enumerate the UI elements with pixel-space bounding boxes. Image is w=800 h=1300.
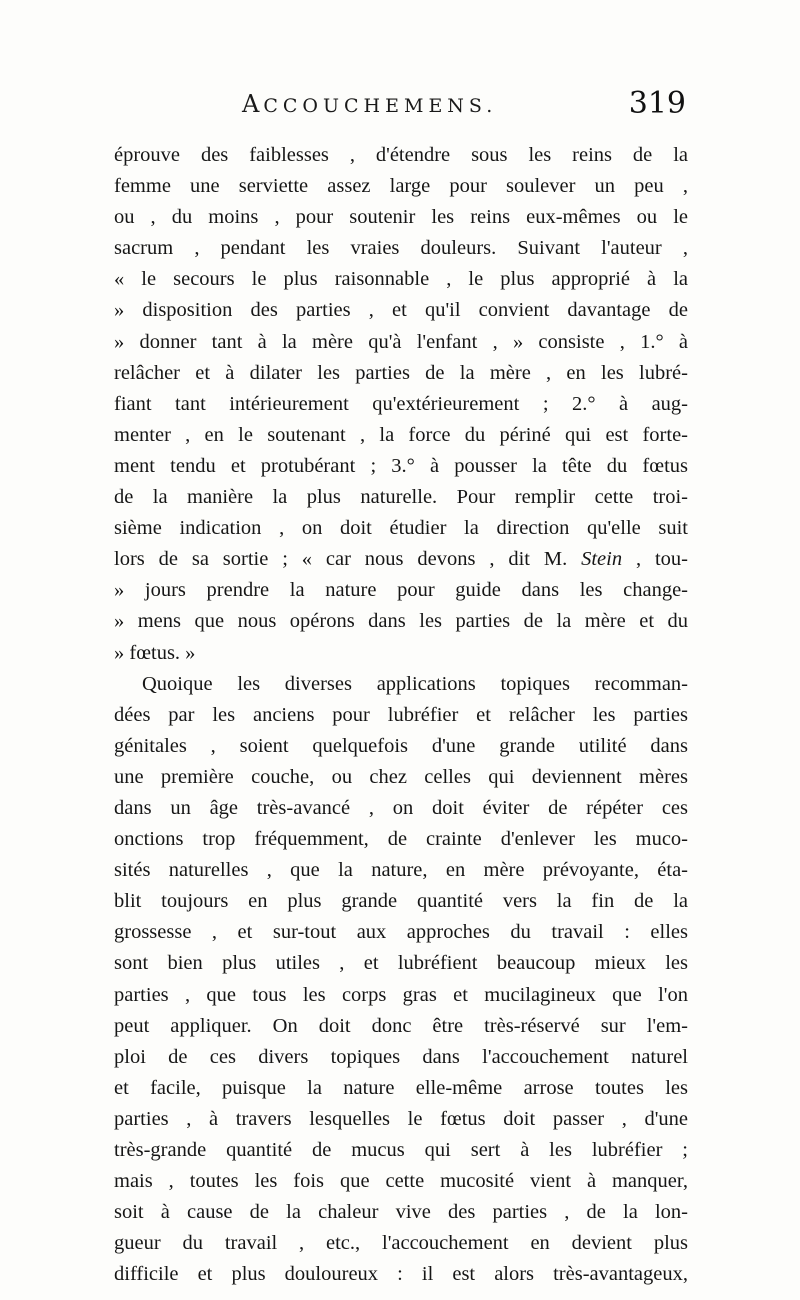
text-line: très-grande quantité de mucus qui sert à les lubréfier ; — [114, 1139, 688, 1161]
text-line: blit toujours en plus grande quantité vers la fin de la — [114, 890, 688, 913]
text-line: de la manière la plus naturelle. Pour remplir cette troi- — [114, 486, 688, 509]
body-text — [114, 140, 688, 1290]
text-line: « le secours le plus raisonnable , le plus approprié à la — [114, 268, 688, 291]
text-line: une première couche, ou chez celles qui deviennent mères — [114, 765, 688, 788]
text-line: dans un âge très-avancé , on doit éviter de répéter ces — [114, 796, 688, 819]
text-line: femme une serviette assez large pour soulever un peu , — [114, 175, 688, 198]
running-head — [242, 90, 497, 118]
running-head-rest: CCOUCHEMENS. — [263, 95, 498, 117]
text-line: onctions trop fréquemment, de crainte d'enlever les muco- — [114, 828, 688, 851]
text-line: éprouve des faiblesses , d'étendre sous les reins de la — [114, 144, 688, 166]
text-line: gueur du travail , etc., l'accouchement en devient plus — [114, 1232, 688, 1255]
text-line: parties , à travers lesquelles le fœtus doit passer , d'une — [114, 1107, 688, 1130]
text-line: lors de sa sortie ; « car nous devons , dit M. Stein , tou- — [114, 548, 688, 571]
text-line: » mens que nous opérons dans les parties de la mère et du — [114, 610, 688, 633]
text-line: difficile et plus douloureux : il est alors très-avantageux, — [114, 1263, 688, 1286]
author-name: Stein — [581, 548, 623, 571]
text-line: ploi de ces divers topiques dans l'accouchement naturel — [114, 1045, 688, 1068]
paragraph-start-line: Quoique les diverses applications topiques recomman- — [142, 672, 688, 695]
text-line: sacrum , pendant les vraies douleurs. Suivant l'auteur , — [114, 237, 688, 260]
page-header — [110, 86, 690, 130]
text-line: relâcher et à dilater les parties de la mère , en les lubré- — [114, 361, 688, 384]
text-line: sième indication , on doit étudier la direction qu'elle suit — [114, 517, 688, 540]
text-line: » disposition des parties , et qu'il convient davantage de — [114, 299, 688, 322]
text-line: » jours prendre la nature pour guide dans les change- — [114, 579, 688, 602]
text-line: génitales , soient quelquefois d'une grande utilité dans — [114, 734, 688, 757]
text-line: fiant tant intérieurement qu'extérieurement ; 2.° à aug- — [114, 392, 688, 415]
page-number: 319 — [628, 86, 686, 121]
text-line: parties , que tous les corps gras et mucilagineux que l'on — [114, 983, 688, 1006]
text-line: » fœtus. » — [114, 641, 196, 664]
text-line: sités naturelles , que la nature, en mère prévoyante, éta- — [114, 859, 688, 882]
text-line: menter , en le soutenant , la force du périné qui est forte- — [114, 423, 688, 446]
text-line: peut appliquer. On doit donc être très-réservé sur l'em- — [114, 1014, 688, 1037]
text-line: » donner tant à la mère qu'à l'enfant , » consiste , 1.° à — [114, 330, 688, 353]
text-line: soit à cause de la chaleur vive des parties , de la lon- — [114, 1201, 688, 1224]
text-line: grossesse , et sur-tout aux approches du travail : elles — [114, 921, 688, 944]
text-line: ment tendu et protubérant ; 3.° à pousser la tête du fœtus — [114, 454, 688, 477]
text-line: sont bien plus utiles , et lubréfient beaucoup mieux les — [114, 952, 688, 975]
text-line: mais , toutes les fois que cette mucosité vient à manquer, — [114, 1170, 688, 1193]
text-line: et facile, puisque la nature elle-même arrose toutes les — [114, 1076, 688, 1099]
running-head-initial: A — [242, 90, 264, 118]
text-line: dées par les anciens pour lubréfier et relâcher les parties — [114, 703, 688, 726]
text-line: ou , du moins , pour soutenir les reins eux-mêmes ou le — [114, 206, 688, 229]
